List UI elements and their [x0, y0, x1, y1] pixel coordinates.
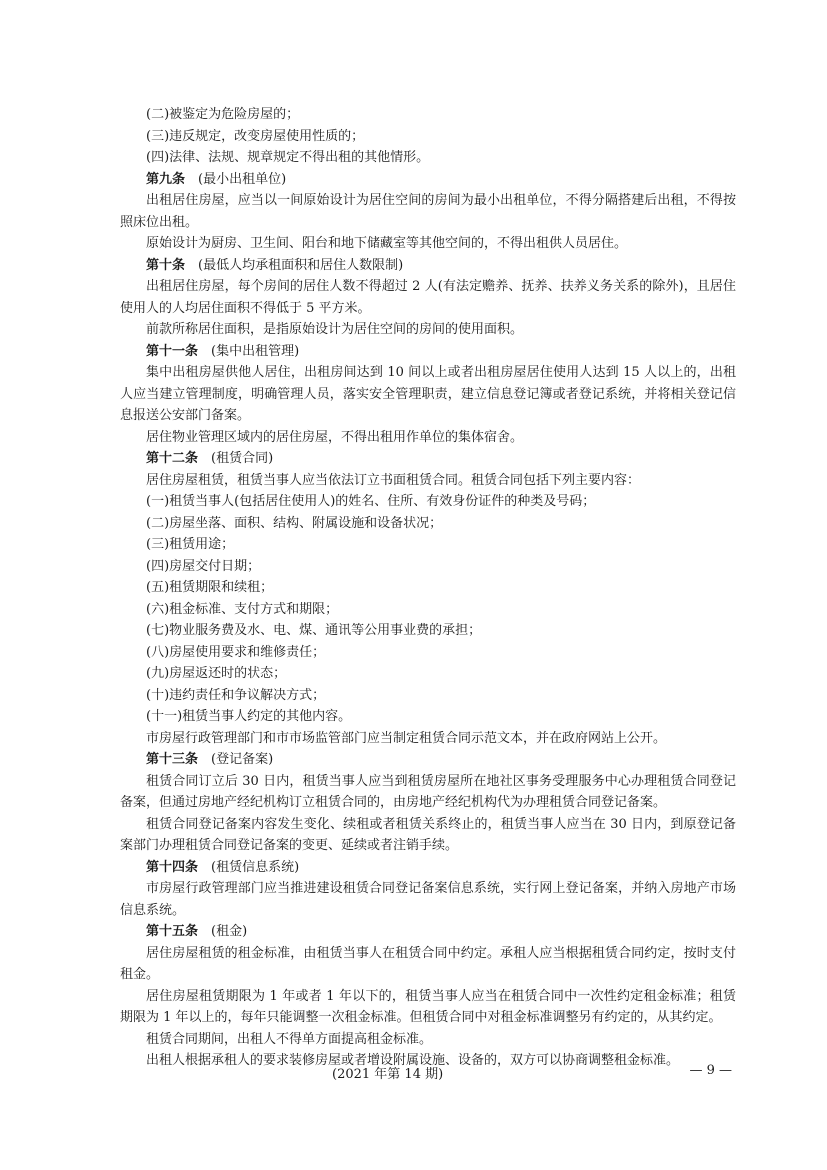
paragraph: (七)物业服务费及水、电、煤、通讯等公用事业费的承担； [146, 623, 482, 638]
paragraph: (十一)租赁当事人约定的其他内容。 [146, 709, 352, 724]
article-number: 第十一条 [146, 343, 199, 359]
article-title: (登记备案) [211, 752, 274, 767]
paragraph: 居住房屋租赁期限为 1 年或者 1 年以下的，租赁当事人应当在租赁合同中一次性约定租金标准；租赁期限为 1 年以上的，每年只能调整一次租金标准。但租赁合同中对租金标准调整另有约定的，从其约定。 [120, 988, 736, 1025]
paragraph: 居住房屋租赁，租赁当事人应当依法订立书面租赁合同。租赁合同包括下列主要内容： [146, 472, 641, 488]
page-number: — 9 — [689, 1063, 732, 1078]
paragraph: 租赁合同订立后 30 日内，租赁当事人应当到租赁房屋所在地社区事务受理服务中心办理租赁合同登记备案，但通过房地产经纪机构订立租赁合同的，由房地产经纪机构代为办理租赁合同登记备案。 [120, 773, 736, 810]
article-title: (租赁信息系统) [211, 859, 300, 875]
article-title: (最低人均承租面积和居住人数限制) [198, 257, 404, 273]
paragraph: 租赁合同期间，出租人不得单方面提高租金标准。 [146, 1031, 433, 1047]
article-heading [120, 921, 736, 943]
paragraph: 居住物业管理区域内的居住房屋，不得出租用作单位的集体宿舍。 [146, 429, 524, 445]
paragraph: (六)租金标准、支付方式和期限； [146, 601, 339, 617]
article-heading [120, 749, 736, 771]
paragraph: 市房屋行政管理部门和市市场监管部门应当制定租赁合同示范文本，并在政府网站上公开。 [146, 730, 667, 746]
paragraph: 出租人根据承租人的要求装修房屋或者增设附属设施、设备的，双方可以协商调整租金标准。 [146, 1053, 680, 1068]
issue-label: (2021 年第 14 期) [332, 1067, 444, 1082]
article-number: 第十三条 [146, 752, 199, 767]
paragraph: 出租居住房屋，每个房间的居住人数不得超过 2 人(有法定赡养、抚养、扶养义务关系的除外)，且居住使用人的人均居住面积不得低于 5 平方米。 [120, 279, 736, 316]
article-number: 第十五条 [146, 924, 199, 939]
paragraph: 前款所称居住面积，是指原始设计为居住空间的房间的使用面积。 [146, 322, 524, 337]
article-number: 第十四条 [146, 859, 199, 875]
article-number: 第九条 [146, 171, 186, 187]
paragraph: 市房屋行政管理部门应当推进建设租赁合同登记备案信息系统，实行网上登记备案，并纳入房地产市场信息系统。 [120, 881, 736, 918]
paragraph: 租赁合同登记备案内容发生变化、续租或者租赁关系终止的，租赁当事人应当在 30 日内，到原登记备案部门办理租赁合同登记备案的变更、延续或者注销手续。 [120, 816, 736, 853]
paragraph: (八)房屋使用要求和维修责任； [146, 644, 326, 660]
article-title: (租赁合同) [211, 451, 274, 466]
paragraph: (二)被鉴定为危险房屋的； [146, 107, 300, 122]
article-number: 第十二条 [146, 451, 199, 466]
paragraph: (四)房屋交付日期； [146, 558, 261, 574]
paragraph: 出租居住房屋，应当以一间原始设计为居住空间的房间为最小出租单位，不得分隔搭建后出租，不得按照床位出租。 [120, 193, 736, 230]
paragraph: (二)房屋坐落、面积、结构、附属设施和设备状况； [146, 515, 443, 531]
paragraph: (一)租赁当事人(包括居住使用人)的姓名、住所、有效身份证件的种类及号码； [146, 494, 596, 509]
article-heading [120, 169, 736, 191]
paragraph: 居住房屋租赁的租金标准，由租赁当事人在租赁合同中约定。承租人应当根据租赁合同约定，按时支付租金。 [120, 945, 736, 982]
paragraph: (五)租赁期限和续租； [146, 580, 274, 595]
paragraph: 集中出租房屋供他人居住，出租房间达到 10 间以上或者出租房屋居住使用人达到 15 人以上的，出租人应当建立管理制度，明确管理人员，落实安全管理职责，建立信息登记簿或者登记系统，并将相关登记信息报送公安部门备案。 [120, 365, 736, 423]
article-title: (集中出租管理) [211, 343, 300, 359]
article-title: (最小出租单位) [198, 171, 287, 187]
article-heading [120, 857, 736, 879]
paragraph: (三)租赁用途； [146, 537, 235, 552]
article-heading [120, 448, 736, 470]
document-body [120, 104, 736, 1072]
article-heading [120, 341, 736, 363]
paragraph: (十)违约责任和争议解决方式； [146, 687, 326, 703]
article-number: 第十条 [146, 257, 186, 273]
paragraph: (四)法律、法规、规章规定不得出租的其他情形。 [146, 150, 430, 165]
page-footer [120, 1063, 736, 1085]
paragraph: (九)房屋返还时的状态； [146, 666, 287, 681]
paragraph: 原始设计为厨房、卫生间、阳台和地下储藏室等其他空间的，不得出租供人员居住。 [146, 236, 628, 251]
article-title: (租金) [211, 924, 248, 939]
paragraph: (三)违反规定，改变房屋使用性质的； [146, 128, 365, 144]
article-heading [120, 255, 736, 277]
